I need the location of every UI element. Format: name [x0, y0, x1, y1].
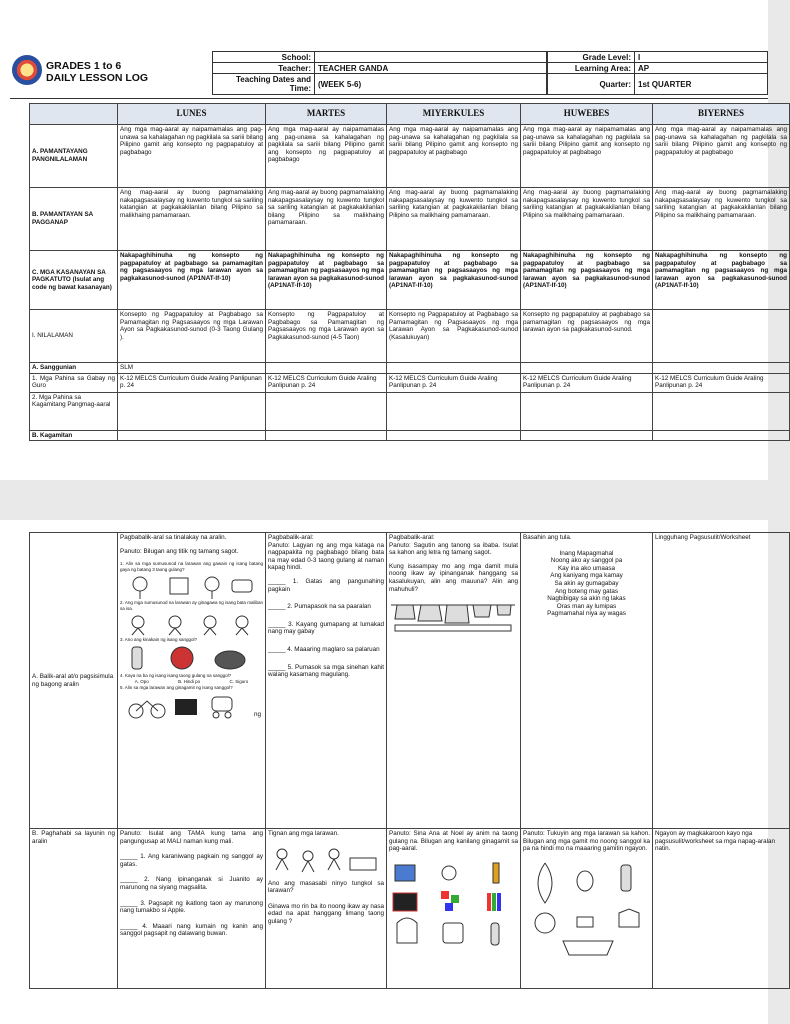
cell-text: Ang mga mag-aaral ay naipamamalas ang pag-unawa sa kahalagahan ng pagkilala sa sariii bilang Pilipino gamit ang konsepto ng pagpapatuloy at pagbabago [266, 125, 387, 188]
cell-empty [266, 430, 387, 441]
lunes-balik-instr: Panuto: Bilugan ang titik ng tamang sagot. [120, 547, 239, 555]
cell-text: K-12 MELCS Curriculum Guide Araling Panlipunan p. 24 [521, 373, 653, 392]
lesson-log-page-1 [0, 0, 787, 480]
miyerkules-hab-instr: Panuto: Sina Ana at Noel ay anim na taong gulang na. Bilugan ang kanilang ginagamit sa pag-aaral. [389, 830, 518, 853]
tama-mali-item-4: _____ 4. Maaari nang kumain ng kanin ang sanggol pagsapit ng dalawang buwan. [120, 922, 263, 938]
quiz-q1-pictures [120, 572, 260, 600]
quarter-value: 1st QUARTER [635, 74, 768, 95]
row-label-nilalaman: I. NILALAMAN [30, 310, 118, 363]
cell-text: Nakapaghihinuha ng konsepto ng pagpapatuloy at pagbabago sa pamamagitan ng pagsasaayos ng mga larawan ayon sa pagkakasunod-sunod (AP1NAT-If-10) [521, 251, 653, 310]
header-info-right [547, 51, 768, 95]
teacher-value: TEACHER GANDA [315, 63, 547, 74]
school-label: School: [213, 52, 315, 63]
cell-empty [266, 363, 387, 374]
quiz-q2-pictures [120, 611, 260, 637]
cell-text [653, 310, 790, 363]
kasanayan-label-text: C. MGA KASANAYAN SA PAGKATUTO (Isulat ang code ng bawat kasanayan) [32, 268, 112, 291]
cell-text: K-12 MELCS Curriculum Guide Araling Panlipunan p. 24 [266, 373, 387, 392]
row-label-kasanayan [30, 251, 118, 310]
corner-cell [30, 104, 118, 125]
grade-value: I [635, 52, 768, 63]
cell-text: Ang mga mag-aaral ay naipamamalas ang pag-unawa sa kahalagahan ng pagkilala sa sariii bilang Pilipino gamit ang konsepto ng pagpapatuloy at pagbabago [387, 125, 521, 188]
cell-text: Konsepto ng Pagpapatuloy at Pagbabago sa Pamamagitan ng Pagsasaayos ng mga Larawan ayon sa Pagkakasunod-sunod (4-5 Taon) [266, 310, 387, 363]
martes-hab-question: Ano ang masasabi ninyo tungkol sa larawan? [268, 879, 384, 895]
cell-empty [387, 392, 521, 430]
children-playing-picture [268, 844, 382, 874]
cell-text: Konsepto ng Pagpapatuloy at Pagbabago sa Pamamagitan ng Pagsasaayos ng mga Larawan Ayon sa Pagkakasunod-sunod (0-3 Taong Gulang ). [118, 310, 266, 363]
row-label-pamantayang-pangnilalaman: A. PAMANTAYANG PANGNILALAMAN [30, 125, 118, 188]
tama-mali-item-3: _____ 3. Pagsapit ng ikatlong taon ay marunong nang tumakbo si Apple. [120, 899, 263, 915]
quiz-q2: 2. Ang mga sumusunod na larawan ay ginagawa ng isang bata maliban sa isa. [120, 600, 263, 611]
row-label-kagamitang-pangmag-aaral: 2. Mga Pahina sa Kagamitang Pangmag-aaral [30, 392, 118, 430]
baby-items-picture [523, 859, 647, 959]
biyernes-balik-text: Lingguhang Pagsusulit/Worksheet [655, 534, 751, 541]
poem-line: Ang boteng may gatas [554, 587, 618, 595]
cell-empty [653, 363, 790, 374]
poem-line: Oras man ay lumipas [556, 602, 617, 610]
cell-empty [118, 430, 266, 441]
cell-empty [521, 430, 653, 441]
martes-item-5: _____ 5. Pumasok sa mga sinehan kahit walang kasamang magulang. [268, 663, 384, 679]
poem-line: Sa akin ay gumagabay [554, 579, 619, 587]
huwebes-balik-head: Basahin ang tula. [523, 534, 572, 541]
row-label-balik-aral: A. Balik-aral at/o pagsisimula ng bagong aralin [30, 533, 118, 829]
martes-item-4: _____ 4. Maaaring maglaro sa palaruan [268, 645, 380, 653]
cell-text: Ang mag-aaral ay buong pagmamalaking nakapagsasalaysay ng kuwento tungkol sa sariling katangian at pagkakakilanlan bilang Pilipino sa malikhaing pamamaraan. [653, 188, 790, 251]
miyerkules-balik-question: Kung isasampay mo ang mga damit mula noong ikaw ay ipinanganak hanggang sa kasalukuyan, alin ang mauuna? Alin ang mahuhuli? [389, 562, 518, 593]
deped-seal-icon [12, 55, 42, 85]
huwebes-balik-aral-cell [521, 533, 653, 829]
martes-hab-head: Tignan ang mga larawan. [268, 830, 339, 837]
lunes-balik-head: Pagbabalik-aral sa tinalakay na aralin. [120, 534, 227, 541]
cell-empty [118, 392, 266, 430]
poem-line: Pagmamahal niya ay wagas [547, 610, 626, 618]
lesson-grid-top [29, 103, 790, 441]
lunes-paghahabi-cell [118, 829, 266, 989]
huwebes-hab-instr: Panuto: Tukuyin ang mga larawan sa kahon. Bilugan ang mga gamit mo noong sanggol ka pa na hindi mo na maaaring gamitin ngayon. [523, 830, 650, 853]
grade-label: Grade Level: [548, 52, 635, 63]
cell-empty [521, 392, 653, 430]
day-header-martes: MARTES [266, 104, 387, 125]
row-label-sanggunian: A. Sanggunian [30, 363, 118, 374]
biyernes-hab-text: Ngayon ay magkakaroon kayo nga pagsusulit/worksheet sa mga napag-aralan natin. [655, 830, 776, 853]
row-label-gabay-ng-guro: 1. Mga Pahina sa Gabay ng Guro [30, 373, 118, 392]
cell-empty [387, 430, 521, 441]
poem-line: Nagbibigay sa akin ng lakas [547, 595, 626, 603]
huwebes-paghahabi-cell [521, 829, 653, 989]
cell-text: Ang mga mag-aaral ay naipamamalas ang pag-unawa sa kahalagahan ng pagkilala sa sariii bilang Pilipino gamit ang konsepto ng pagpapatuloy at pagbabago [653, 125, 790, 188]
poem-line: Noong ako ay sanggol pa [550, 557, 623, 565]
log-title-line1: GRADES 1 to 6 [46, 60, 122, 72]
cell-text: Nakapaghihinuha ng konsepto ng pagpapatuloy at pagbabago sa pamamagitan ng pagsasaayos ng mga larawan ayon sa pagkakasunod-sunod (AP1NAT-If-10) [653, 251, 790, 310]
quiz-q3-pictures [120, 643, 260, 673]
quiz-q3: 3. Ano ang kinakain ng isang sanggol? [120, 637, 198, 643]
quiz-q5-row [120, 691, 263, 721]
lunes-hab-instr: Panuto: Isulat ang TAMA kung tama ang pangungusap at MALI naman kung mali. [120, 830, 263, 845]
martes-item-1: _____ 1. Gatas ang pangunahing pagkain [268, 577, 384, 593]
quiz-q4: 4. Kaya na ba ng isang isang taong gulang na sanggol? [120, 672, 232, 678]
cell-text: Nakapaghihinuha ng konsepto ng pagpapatuloy at pagbabago sa pamamagitan ng pagsasaayos ng mga larawan ayon sa pagkakasunod-sunod (AP1NAT-If-10) [266, 251, 387, 310]
cell-text: Nakapaghihinuha ng konsepto ng pagpapatuloy at pagbabago sa pamamagitan ng pagsasaayos ng mga larawan ayon sa pagkakasunod-sunod (AP1NAT-If-10) [387, 251, 521, 310]
day-header-lunes: LUNES [118, 104, 266, 125]
day-header-biyernes: BIYERNES [653, 104, 790, 125]
quiz-tail-text: ng [253, 711, 261, 719]
header-divider [10, 98, 768, 99]
martes-balik-head: Pagbabalik-aral: [268, 534, 314, 541]
cell-text: K-12 MELCS Curriculum Guide Araling Panlipunan p. 24 [118, 373, 266, 392]
cell-text: K-12 MELCS Curriculum Guide Araling Panlipunan p. 24 [653, 373, 790, 392]
log-title-line2: DAILY LESSON LOG [46, 72, 149, 84]
biyernes-paghahabi-cell [653, 829, 790, 989]
tama-mali-item-1: _____ 1. Ang karaniwang pagkain ng sanggol ay gatas. [120, 853, 263, 868]
cell-text: Ang mga mag-aaral ay naipamamalas ang pag-unawa sa kahalagahan ng pagkilala sa sariii bilang Pilipino gamit ang konsepto ng pagpapatuloy at pagbabago [521, 125, 653, 188]
cell-text: Nakapaghihinuha ng konsepto ng pagpapatuloy at pagbabago sa pamamagitan ng pagsasaayos ng mga larawan ayon sa pagkakasunod-sunod (AP1NAT-If-10) [118, 251, 266, 310]
cell-text: K-12 MELCS Curriculum Guide Araling Panlipunan p. 24 [387, 373, 521, 392]
quiz-q5: 5. Alin sa mga larawan ang ginagamit ng isang sanggol? [120, 685, 233, 691]
cell-text: Ang mga mag-aaral ay naipamamalas ang pag-unawa sa kahalagahan ng pagkilala sa sariii bilang Pilipino gamit ang konsepto ng pagpapatuloy at pagbabago [118, 125, 266, 188]
area-value: AP [635, 63, 768, 74]
martes-hab-question-2: Ginawa mo rin ba ito noong ikaw ay nasa edad na apat hanggang limang taong gulang ? [268, 902, 384, 925]
cell-empty [653, 430, 790, 441]
cell-text: Konsepto ng Pagpapatuloy at Pagbabago sa Pamamagitan ng Pagsasaayos ng mga Larawan Ayon sa Pagkakasunod-sunod (Kasalukuyan) [387, 310, 521, 363]
martes-balik-aral-cell [266, 533, 387, 829]
row-label-kagamitan: B. Kagamitan [30, 430, 118, 441]
cell-text: SLM [118, 363, 266, 374]
teacher-label: Teacher: [213, 63, 315, 74]
cell-empty [521, 363, 653, 374]
dates-label: Teaching Dates and Time: [213, 74, 315, 95]
school-value [315, 52, 547, 63]
lesson-log-page-2 [0, 520, 776, 1024]
school-supplies-picture [389, 861, 515, 951]
cell-text: Ang mag-aaral ay buong pagmamalaking nakapagsasalaysay ng kuwento tungkol sa sariling katangian at pagkakakilanlan bilang Pilipino sa malikhaing pamamaraan. [266, 188, 387, 251]
biyernes-balik-aral-cell [653, 533, 790, 829]
lesson-grid-bottom [29, 532, 790, 989]
cell-text: Ang mag-aaral ay buong pagmamalaking nakapagsasalaysay ng kuwento tungkol sa sariling katangian at pagkakakilanlan bilang Pilipino sa malikhaing pamamaraan. [387, 188, 521, 251]
martes-paghahabi-cell [266, 829, 387, 989]
quiz-q5-pictures [120, 691, 250, 721]
quiz-q4-choices [120, 678, 263, 685]
tama-mali-item-2: _____ 2. Nang ipinanganak si Juanito ay marunong na siyang magsalita. [120, 876, 263, 891]
miyerkules-balik-instr: Panuto: Sagutin ang tanong sa ibaba. Isulat sa kahon ang letra ng tamang sagot. [389, 541, 518, 557]
day-header-miyerkules: MIYERKULES [387, 104, 521, 125]
row-label-pamantayan-sa-pagganap: B. PAMANTAYAN SA PAGGANAP [30, 188, 118, 251]
clothesline-picture [389, 599, 517, 633]
cell-text: Ang mag-aaral ay buong pagmamalaking nakapagsasalaysay ng kuwento tungkol sa sariling katangian at pagkakakilanlan bilang Pilipino sa malikhaing pamamaraan. [118, 188, 266, 251]
area-label: Learning Area: [548, 63, 635, 74]
cell-text: Ang mag-aaral ay buong pagmamalaking nakapagsasalaysay ng kuwento tungkol sa sariling katangian at pagkakakilanlan bilang Pilipino sa malikhaing pamamaraan. [521, 188, 653, 251]
cell-empty [387, 363, 521, 374]
poem-title: Inang Mapagmahal [559, 549, 614, 557]
row-label-paghahabi: B. Paghahabi sa layunin ng aralin [30, 829, 118, 989]
choice-a: A. Opo [134, 679, 149, 685]
miyerkules-paghahabi-cell [387, 829, 521, 989]
cell-empty [653, 392, 790, 430]
martes-item-3: _____ 3. Kayang gumapang at lumakad nang may gabay [268, 620, 384, 636]
cell-empty [266, 392, 387, 430]
cell-text: Konsepto ng pagpapatuloy at pagbabago sa pamamagitan ng pagsasaayos ng mga larawan ayon sa pagkakasunod-sunod. [521, 310, 653, 363]
miyerkules-balik-aral-cell [387, 533, 521, 829]
poem-line: Ang kaniyang mga kamay [550, 572, 623, 580]
miyerkules-balik-head: Pagbabalik-aral: [389, 534, 435, 541]
dates-value: (WEEK 5-6) [315, 74, 547, 95]
martes-balik-instr: Panuto: Lagyan ng ang mga kataga na nagpapakita ng pagbabago bilang bata na may edad 0-3 taong gulang at naman kapag hindi. [268, 541, 384, 572]
header-info-left [212, 51, 547, 95]
choice-c: C. Siguro [229, 679, 249, 685]
lunes-balik-aral-cell [118, 533, 266, 829]
day-header-huwebes: HUWEBES [521, 104, 653, 125]
choice-b: B. Hindi po [178, 679, 201, 685]
poem-line: Kay ina ako umaasa [557, 564, 616, 572]
martes-item-2: _____ 2. Pumapasok na sa paaralan [268, 603, 371, 611]
quarter-label: Quarter: [548, 74, 635, 95]
quiz-q1: 1. Alin sa mga sumusunod na larawan ang gawain ng isang batang gaya ng batang 3 taong gulang? [120, 561, 263, 572]
